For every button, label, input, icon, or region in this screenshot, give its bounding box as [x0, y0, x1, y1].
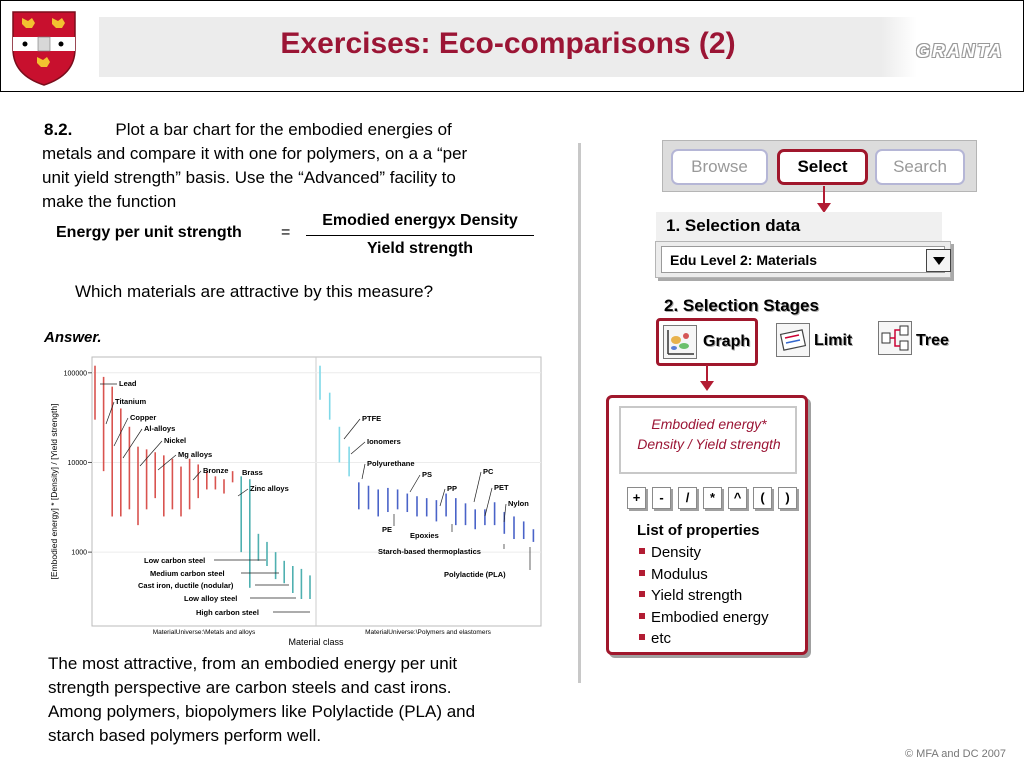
y-axis-label: [Embodied energy] * [Density] / [Yield strength]: [49, 403, 59, 580]
property-etc[interactable]: etc: [639, 630, 671, 647]
slide-title: Exercises: Eco-comparisons (2): [280, 27, 736, 60]
operator-minus-button[interactable]: -: [652, 487, 671, 509]
label-low-carbon-steel: Low carbon steel: [144, 556, 206, 565]
label-high-carbon-steel: High carbon steel: [196, 608, 259, 617]
dropdown-field[interactable]: [661, 246, 945, 273]
question-number: 8.2.: [44, 120, 73, 139]
database-dropdown[interactable]: [655, 241, 951, 278]
label-ptfe: PTFE: [362, 414, 382, 423]
properties-list-title: List of properties: [637, 522, 760, 539]
x-axis-label: Material class: [288, 637, 344, 647]
tree-icon[interactable]: [878, 321, 912, 355]
operator-divide-button[interactable]: /: [678, 487, 697, 509]
y-tick-label: 100000: [63, 370, 87, 378]
copyright: © MFA and DC 2007: [905, 748, 1007, 760]
arrow-graph-to-function: [706, 365, 708, 382]
label-cast-iron: Cast iron, ductile (nodular): [138, 581, 234, 590]
label-medium-carbon-steel: Medium carbon steel: [150, 569, 225, 578]
function-expression-line-2: Density / Yield strength: [637, 436, 781, 452]
question-line-1: [44, 118, 452, 142]
chart: [44, 354, 549, 647]
slide-header: [0, 0, 1024, 92]
group-label-polymers: MaterialUniverse:\Polymers and elastomers: [365, 629, 491, 636]
formula-denominator: Yield strength: [366, 240, 474, 257]
label-ps: PS: [422, 470, 433, 479]
group-label-metals: MaterialUniverse:\Metals and alloys: [152, 629, 256, 636]
graph-stage-label: Graph: [703, 333, 751, 350]
bullet-icon: [639, 634, 645, 640]
property-modulus[interactable]: Modulus: [639, 566, 708, 583]
tree-stage-label[interactable]: Tree: [916, 332, 949, 349]
property-embodied-energy[interactable]: Embodied energy: [639, 609, 769, 626]
graph-icon: [663, 325, 697, 359]
label-pc: PC: [483, 467, 494, 476]
label-pe: PE: [382, 525, 393, 534]
label-copper: Copper: [130, 413, 157, 422]
label-zinc-alloys: Zinc alloys: [250, 484, 289, 493]
label-lead: Lead: [119, 379, 137, 388]
bullet-icon: [639, 613, 645, 619]
limit-stage-label[interactable]: Limit: [814, 332, 853, 349]
label-starch-based-thermoplastics: Starch-based thermoplastics: [378, 547, 481, 556]
question-line-2: metals and compare it with one for polymers, on a a “per: [42, 144, 468, 163]
question-line-3: unit yield strength” basis. Use the “Advanced” facility to: [42, 168, 456, 187]
function-expression-line-1: Embodied energy*: [651, 416, 767, 432]
formula-equals: =: [281, 224, 291, 241]
operator-plus-button[interactable]: +: [627, 487, 646, 509]
label-nickel: Nickel: [164, 436, 187, 445]
conclusion-line-3: Among polymers, biopolymers like Polylactide (PLA) and: [48, 702, 476, 721]
question-prompt: Which materials are attractive by this measure?: [75, 282, 434, 301]
conclusion-line-1: The most attractive, from an embodied energy per unit: [48, 654, 458, 673]
label-polyurethane: Polyurethane: [367, 459, 415, 468]
selection-stages-title: 2. Selection Stages: [664, 296, 819, 315]
tab-search[interactable]: Search: [875, 149, 965, 185]
question-line-4: make the function: [42, 192, 177, 211]
label-bronze: Bronze: [203, 466, 229, 475]
advanced-function-panel: [606, 395, 808, 655]
label-ionomers: Ionomers: [367, 437, 401, 446]
operator-power-button[interactable]: ^: [728, 487, 747, 509]
dropdown-button[interactable]: [926, 249, 951, 272]
y-tick-label: 10000: [67, 459, 87, 467]
operator-close-paren-button[interactable]: ): [778, 487, 797, 509]
operator-multiply-button[interactable]: *: [703, 487, 722, 509]
label-low-alloy-steel: Low alloy steel: [184, 594, 238, 603]
answer-label: Answer.: [44, 329, 102, 346]
property-yield-strength[interactable]: Yield strength: [639, 587, 742, 604]
label-titanium: Titanium: [115, 397, 147, 406]
chevron-down-icon: [933, 257, 945, 265]
granta-logo: GRANTA: [916, 41, 1004, 61]
arrow-select-to-data: [823, 186, 825, 204]
label-epoxies: Epoxies: [410, 531, 439, 540]
dropdown-value: Edu Level 2: Materials: [670, 252, 818, 268]
label-polylactide-pla: Polylactide (PLA): [444, 570, 506, 579]
mode-tabs: [662, 140, 977, 192]
label-mg-alloys: Mg alloys: [178, 450, 213, 459]
label-pet: PET: [494, 483, 509, 492]
graph-stage-button[interactable]: [656, 318, 758, 366]
selection-data-title: 1. Selection data: [666, 216, 801, 235]
tab-select[interactable]: Select: [777, 149, 868, 185]
property-density[interactable]: Density: [639, 544, 701, 561]
fraction-bar: [306, 235, 534, 236]
function-expression-field[interactable]: [619, 406, 797, 474]
question-text-1: Plot a bar chart for the embodied energies of: [115, 120, 452, 139]
tab-browse[interactable]: Browse: [671, 149, 768, 185]
y-tick-label: 1000: [71, 549, 87, 557]
chart-svg: [44, 354, 549, 647]
label-al-alloys: Al-alloys: [144, 424, 176, 433]
bullet-icon: [639, 548, 645, 554]
cambridge-crest-icon: [9, 9, 79, 87]
label-nylon: Nylon: [508, 499, 529, 508]
conclusion-line-2: strength perspective are carbon steels and cast irons.: [48, 678, 452, 697]
label-pp: PP: [447, 484, 458, 493]
limit-icon[interactable]: [776, 323, 810, 357]
formula: [56, 208, 536, 264]
bullet-icon: [639, 591, 645, 597]
operator-open-paren-button[interactable]: (: [753, 487, 772, 509]
formula-numerator: Emodied energyx Density: [322, 212, 518, 229]
arrow-head-icon: [700, 381, 714, 391]
label-brass: Brass: [242, 468, 263, 477]
conclusion-line-4: starch based polymers perform well.: [48, 726, 322, 745]
bullet-icon: [639, 570, 645, 576]
formula-lhs: Energy per unit strength: [56, 224, 242, 241]
vertical-divider: [578, 143, 581, 683]
